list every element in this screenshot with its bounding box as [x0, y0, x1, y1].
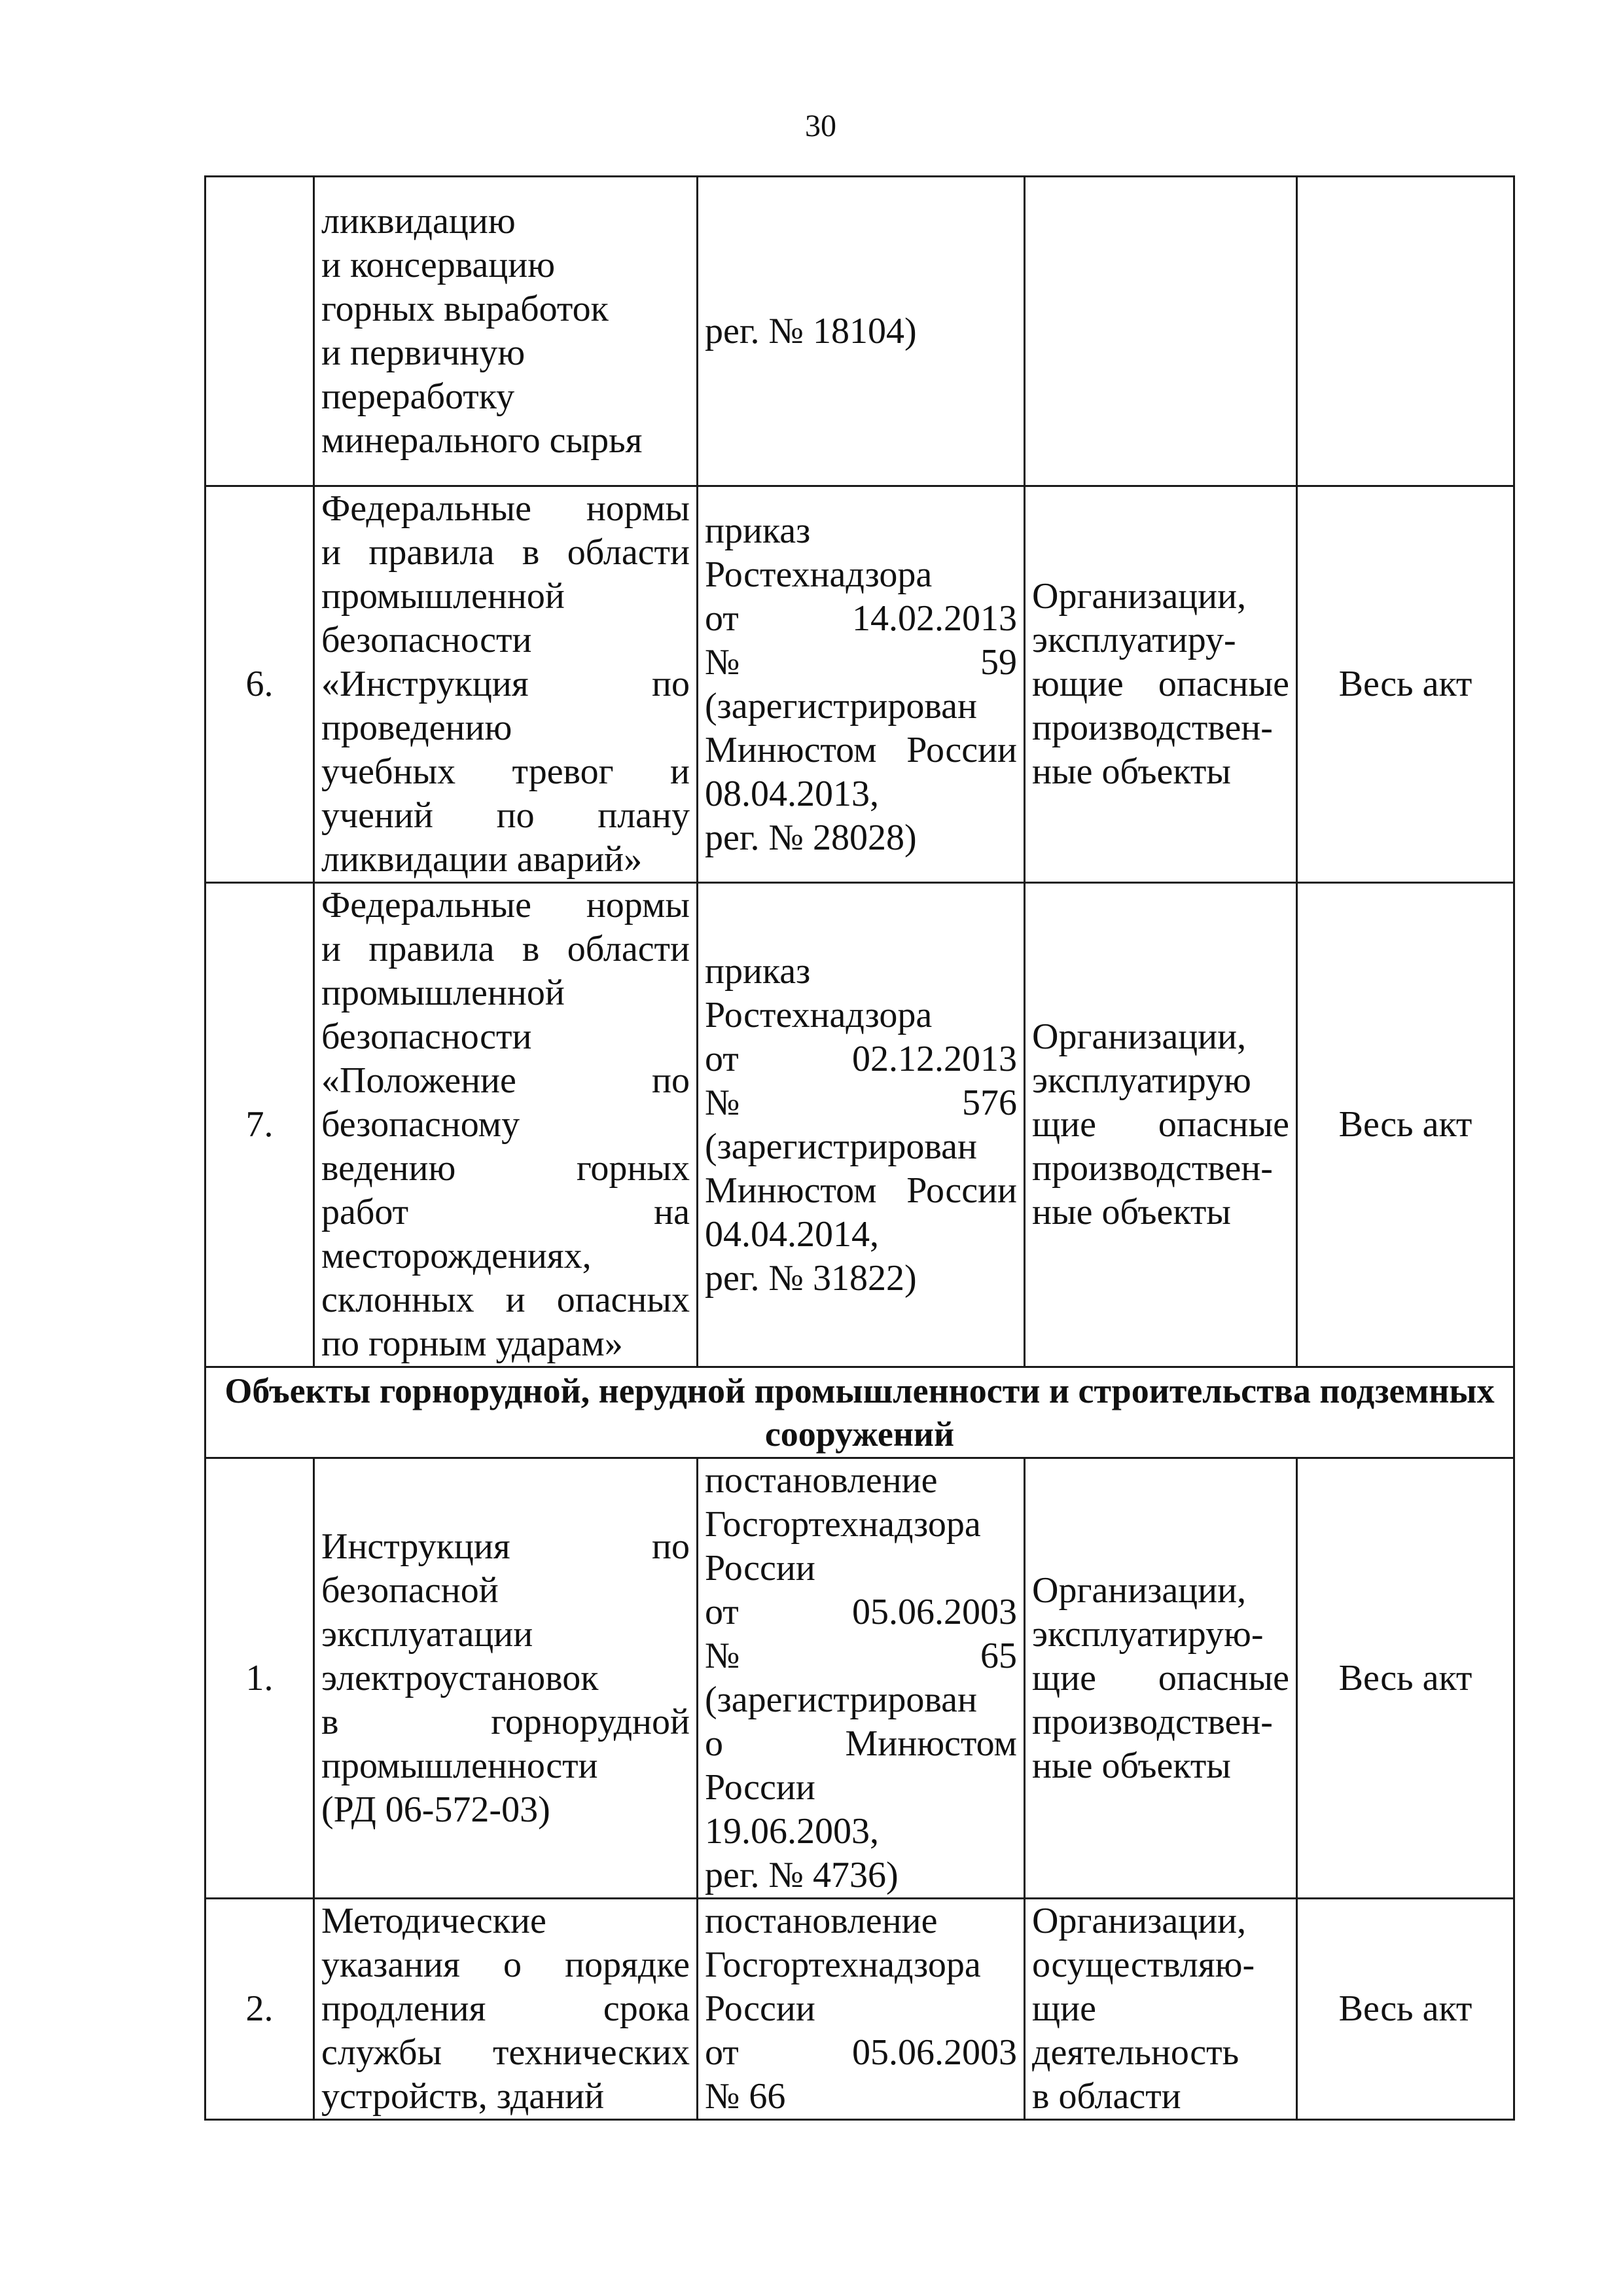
table-row: [205, 1899, 1514, 2120]
approval-act-cell: [698, 883, 1025, 1367]
document-name-cell: [314, 883, 698, 1367]
text-line: электроустановок: [321, 1657, 599, 1698]
text-line: щие опасные: [1032, 1657, 1289, 1698]
text-line: ликвидацию: [321, 201, 516, 242]
text-line: (РД 06-572-03): [321, 1789, 550, 1830]
scope-cell: Весь акт: [1297, 1899, 1514, 2120]
text-line: рег. № 31822): [705, 1257, 917, 1299]
text-line: указания о порядке: [321, 1945, 690, 1985]
text-line: щие: [1032, 1988, 1096, 2029]
text-line: 04.04.2014,: [705, 1213, 879, 1255]
text-line: № 576: [705, 1082, 1017, 1123]
text-line: (зарегистрирован: [705, 1126, 977, 1167]
applies-to-cell: [1025, 883, 1297, 1367]
row-number-cell: 1.: [205, 1458, 314, 1899]
scope-cell: Весь акт: [1297, 1458, 1514, 1899]
text-line: Минюстом России: [705, 1170, 1017, 1211]
text-line: ведению горных: [321, 1148, 690, 1189]
text-line: Госгортехнадзора: [705, 1945, 981, 1985]
text-line: «Положение по: [321, 1060, 690, 1101]
text-line: Ростехнадзора: [705, 994, 933, 1035]
text-line: и первичную: [321, 332, 526, 373]
text-line: рег. № 28028): [705, 817, 917, 858]
text-line: ные объекты: [1032, 1192, 1231, 1232]
text-line: постановление: [705, 1460, 938, 1501]
text-line: Методические: [321, 1901, 546, 1941]
text-line: устройств, зданий: [321, 2076, 605, 2117]
applies-to-cell: [1025, 1458, 1297, 1899]
text-line: Ростехнадзора: [705, 554, 933, 595]
text-line: Госгортехнадзора: [705, 1504, 981, 1545]
text-line: (зарегистрирован: [705, 1679, 977, 1720]
text-line: России: [705, 1767, 815, 1808]
text-line: по горным ударам»: [321, 1323, 623, 1364]
text-line: в области: [1032, 2076, 1181, 2117]
text-line: промышленной: [321, 973, 565, 1013]
text-line: ликвидации аварий»: [321, 839, 643, 880]
text-line: деятельность: [1032, 2032, 1240, 2073]
document-name-cell: [314, 177, 698, 486]
text-line: 08.04.2013,: [705, 773, 879, 814]
document-name-cell: [314, 1458, 698, 1899]
text-line: и правила в области: [321, 929, 690, 969]
table-row: [205, 883, 1514, 1367]
text-line: эксплуатирую-: [1032, 1613, 1264, 1655]
text-line: производствен-: [1032, 1701, 1273, 1742]
text-line: ющие опасные: [1032, 664, 1289, 704]
text-line: Организации,: [1032, 576, 1247, 617]
scope-cell: [1297, 177, 1514, 486]
section-title: Объекты горнорудной, нерудной промышленности и строительства подземных сооружений: [205, 1367, 1514, 1458]
approval-act-cell: [698, 1899, 1025, 2120]
text-line: (зарегистрирован: [705, 685, 977, 726]
text-line: № 66: [705, 2076, 786, 2117]
row-number-cell: 2.: [205, 1899, 314, 2120]
text-line: от 05.06.2003: [705, 1592, 1017, 1632]
text-line: переработку: [321, 376, 515, 417]
applies-to-cell: [1025, 177, 1297, 486]
row-number-cell: [205, 177, 314, 486]
text-line: эксплуатации: [321, 1613, 533, 1655]
approval-act-cell: [698, 1458, 1025, 1899]
text-line: работ на: [321, 1192, 690, 1232]
text-line: «Инструкция по: [321, 664, 690, 704]
text-line: от 14.02.2013: [705, 598, 1017, 639]
text-line: службы технических: [321, 2032, 690, 2073]
approval-act-cell: [698, 177, 1025, 486]
text-line: Федеральные нормы: [321, 488, 690, 529]
text-line: и консервацию: [321, 245, 556, 285]
text-line: Федеральные нормы: [321, 885, 690, 925]
text-line: постановление: [705, 1901, 938, 1941]
text-line: учений по плану: [321, 795, 690, 836]
text-line: ные объекты: [1032, 1745, 1231, 1786]
text-line: безопасности: [321, 1016, 532, 1057]
table-row: [205, 486, 1514, 883]
text-line: от 05.06.2003: [705, 2032, 1017, 2073]
page-number: 30: [805, 109, 836, 143]
text-line: Организации,: [1032, 1901, 1247, 1941]
text-line: производствен-: [1032, 708, 1273, 748]
text-line: горных выработок: [321, 289, 609, 329]
text-line: приказ: [705, 510, 811, 551]
text-line: № 59: [705, 641, 1017, 683]
applies-to-cell: [1025, 1899, 1297, 2120]
table-row: [205, 177, 1514, 486]
text-line: эксплуатиру-: [1032, 620, 1236, 660]
text-line: о Минюстом: [705, 1723, 1017, 1764]
text-line: № 65: [705, 1636, 1017, 1676]
text-line: безопасной: [321, 1570, 499, 1611]
text-line: Инструкция по: [321, 1526, 690, 1567]
text-line: безопасности: [321, 620, 532, 660]
text-line: 19.06.2003,: [705, 1811, 879, 1852]
document-name-cell: [314, 1899, 698, 2120]
text-line: склонных и опасных: [321, 1280, 690, 1320]
regulations-table: [204, 175, 1515, 2121]
text-line: щие опасные: [1032, 1104, 1289, 1145]
text-line: рег. № 18104): [705, 310, 917, 351]
text-line: месторождениях,: [321, 1236, 592, 1276]
text-line: минерального сырья: [321, 420, 643, 461]
text-line: учебных тревог и: [321, 751, 690, 792]
text-line: продления срока: [321, 1988, 690, 2029]
scope-cell: Весь акт: [1297, 883, 1514, 1367]
applies-to-cell: [1025, 486, 1297, 883]
text-line: проведению: [321, 708, 512, 748]
row-number-cell: 7.: [205, 883, 314, 1367]
text-line: ные объекты: [1032, 751, 1231, 792]
table-row: [205, 1458, 1514, 1899]
text-line: осуществляю-: [1032, 1945, 1255, 1985]
text-line: эксплуатирую: [1032, 1060, 1251, 1101]
text-line: рег. № 4736): [705, 1855, 899, 1895]
text-line: промышленной: [321, 576, 565, 617]
text-line: Минюстом России: [705, 729, 1017, 770]
row-number-cell: 6.: [205, 486, 314, 883]
text-line: от 02.12.2013: [705, 1038, 1017, 1079]
text-line: производствен-: [1032, 1148, 1273, 1189]
text-line: приказ: [705, 950, 811, 992]
text-line: Организации,: [1032, 1570, 1247, 1611]
text-line: Организации,: [1032, 1016, 1247, 1057]
text-line: безопасному: [321, 1104, 520, 1145]
text-line: промышленности: [321, 1745, 598, 1786]
text-line: России: [705, 1548, 815, 1588]
section-header-row: [205, 1367, 1514, 1458]
document-name-cell: [314, 486, 698, 883]
text-line: и правила в области: [321, 532, 690, 573]
text-line: в горнорудной: [321, 1701, 690, 1742]
text-line: России: [705, 1988, 815, 2029]
approval-act-cell: [698, 486, 1025, 883]
scope-cell: Весь акт: [1297, 486, 1514, 883]
